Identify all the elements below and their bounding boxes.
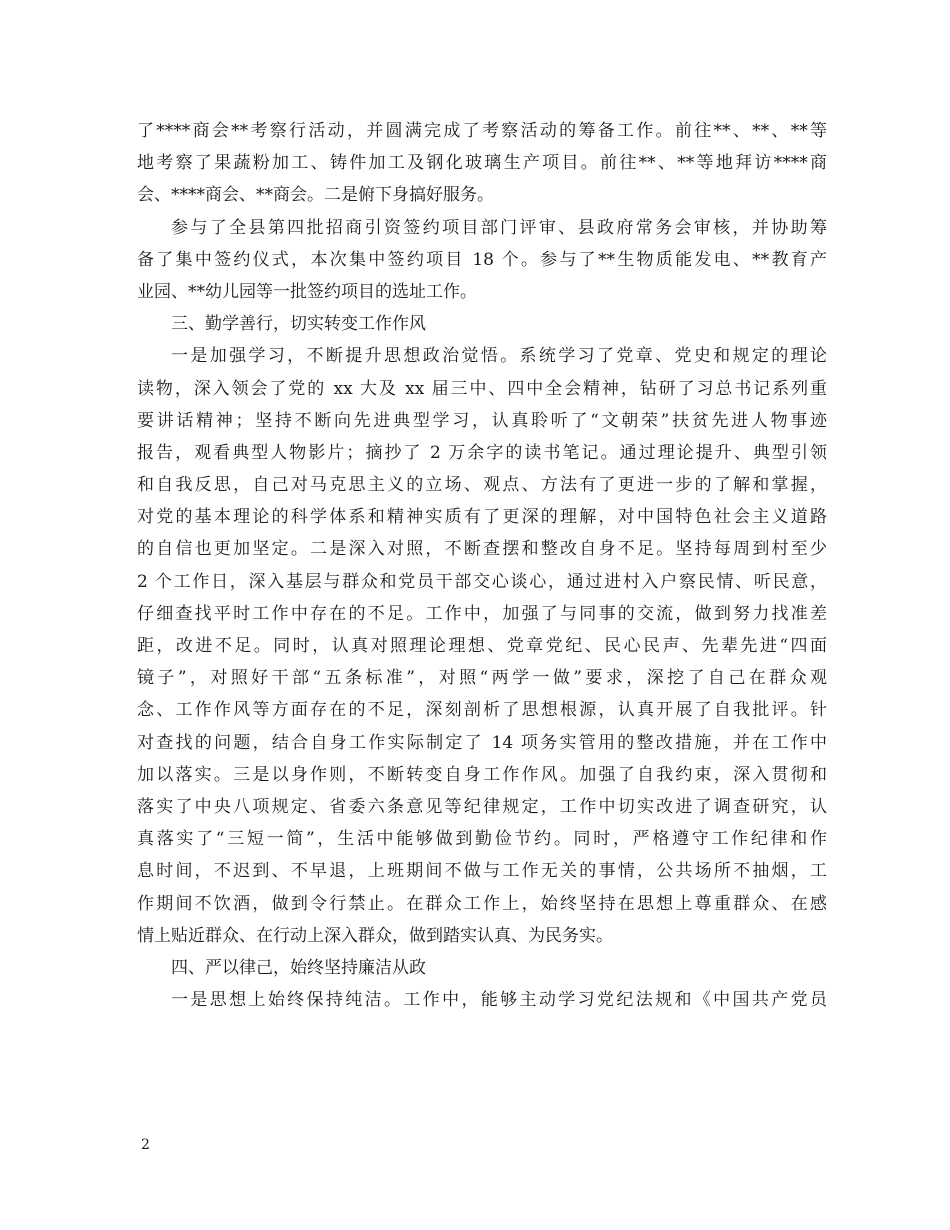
text-line: 距，改进不足。同时，认真对照理论理想、党章党纪、民心民声、先辈先进“四面 (137, 636, 827, 656)
text-line: 念、工作作风等方面存在的不足，深刻剖析了思想根源，认真开展了自我批评。针 (137, 700, 827, 721)
text-line: 读物，深入领会了党的 xx 大及 xx 届三中、四中全会精神，钻研了习总书记系列重 (137, 378, 827, 399)
text-line: 会、****商会、**商会。二是俯下身搞好服务。 (137, 185, 494, 206)
text-line: 情上贴近群众、在行动上深入群众，做到踏实认真、为民务实。 (137, 925, 613, 946)
text-line: 地考察了果蔬粉加工、铸件加工及钢化玻璃生产项目。前往**、**等地拜访****商 (137, 153, 827, 174)
text-line: 仔细查找平时工作中存在的不足。工作中，加强了与同事的交流，做到努力找准差 (137, 603, 827, 624)
text-line: 业园、**幼儿园等一批签约项目的选址工作。 (137, 281, 477, 302)
text-line: 落实了中央八项规定、省委六条意见等纪律规定，工作中切实改进了调查研究，认 (137, 796, 827, 817)
page-number: 2 (141, 1137, 150, 1153)
text-line: 和自我反思，自己对马克思主义的立场、观点、方法有了更进一步的了解和掌握， (137, 475, 827, 496)
text-line: 息时间，不迟到、不早退，上班期间不做与工作无关的事情，公共场所不抽烟，工 (137, 861, 827, 882)
text-line: 的自信也更加坚定。二是深入对照，不断查摆和整改自身不足。坚持每周到村至少 (137, 539, 827, 560)
text-line: 备了集中签约仪式，本次集中签约项目 18 个。参与了**生物质能发电、**教育产 (137, 249, 827, 270)
document-body (137, 115, 827, 1016)
text-line: 四、严以律己，始终坚持廉洁从政 (171, 957, 426, 978)
text-line: 参与了全县第四批招商引资签约项目部门评审、县政府常务会审核，并协助筹 (171, 217, 827, 238)
text-line: 加以落实。三是以身作则，不断转变自身工作作风。加强了自我约束，深入贯彻和 (137, 764, 827, 785)
text-line: 一是加强学习，不断提升思想政治觉悟。系统学习了党章、党史和规定的理论 (171, 346, 827, 367)
text-line: 作期间不饮酒，做到令行禁止。在群众工作上，始终坚持在思想上尊重群众、在感 (137, 893, 827, 914)
text-line: 镜子”，对照好干部“五条标准”，对照“两学一做”要求，深挖了自己在群众观 (137, 668, 827, 689)
text-line: 对党的基本理论的科学体系和精神实质有了更深的理解，对中国特色社会主义道路 (137, 507, 827, 528)
text-line: 2 个工作日，深入基层与群众和党员干部交心谈心，通过进村入户察民情、听民意， (137, 571, 827, 592)
text-line: 三、勤学善行，切实转变工作作风 (171, 314, 426, 335)
text-line: 要讲话精神；坚持不断向先进典型学习，认真聆听了“文朝荣”扶贫先进人物事迹 (137, 410, 827, 431)
text-line: 真落实了“三短一简”，生活中能够做到勤俭节约。同时，严格遵守工作纪律和作 (137, 829, 827, 850)
text-line: 报告，观看典型人物影片；摘抄了 2 万余字的读书笔记。通过理论提升、典型引领 (137, 442, 827, 463)
text-line: 了****商会**考察行活动，并圆满完成了考察活动的筹备工作。前往**、**、**等 (137, 121, 827, 141)
text-line: 对查找的问题，结合自身工作实际制定了 14 项务实管用的整改措施，并在工作中 (137, 732, 827, 753)
text-line: 一是思想上始终保持纯洁。工作中，能够主动学习党纪法规和《中国共产党员 (171, 990, 827, 1011)
